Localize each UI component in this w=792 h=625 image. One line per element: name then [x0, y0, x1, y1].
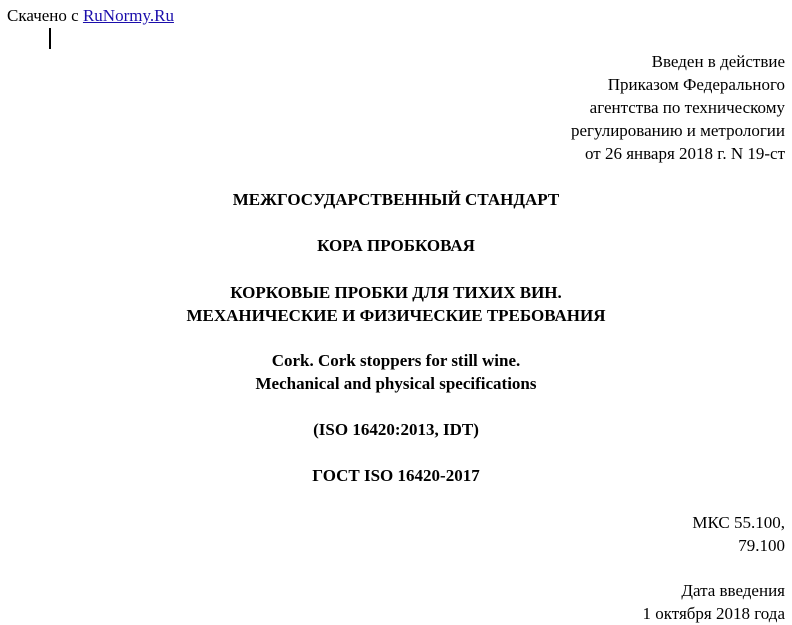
- standard-type-heading: МЕЖГОСУДАРСТВЕННЫЙ СТАНДАРТ: [232, 190, 560, 209]
- effective-date-block: [642, 579, 785, 625]
- intro-line: от 26 января 2018 г. N 19-ст: [584, 144, 785, 163]
- title-english: [0, 349, 792, 395]
- intro-line: Введен в действие: [651, 52, 785, 71]
- effective-line: 1 октября 2018 года: [642, 604, 785, 623]
- title-russian: [0, 281, 792, 327]
- intro-line: регулированию и метрологии: [570, 121, 785, 140]
- source-note: [7, 4, 174, 27]
- text-cursor: [49, 28, 51, 49]
- iso-reference: (ISO 16420:2013, IDT): [313, 420, 479, 439]
- runormy-link[interactable]: RuNormy.Ru: [82, 6, 174, 25]
- mks-line: МКС 55.100,: [692, 513, 785, 532]
- intro-line: агентства по техническому: [589, 98, 785, 117]
- title-en-line: Cork. Cork stoppers for still wine.: [271, 351, 521, 370]
- title-ru-line: КОРКОВЫЕ ПРОБКИ ДЛЯ ТИХИХ ВИН.: [230, 283, 562, 302]
- mks-classification: [692, 511, 785, 557]
- mks-line: 79.100: [738, 536, 785, 555]
- title-ru-line: МЕХАНИЧЕСКИЕ И ФИЗИЧЕСКИЕ ТРЕБОВАНИЯ: [186, 306, 606, 325]
- title-en-line: Mechanical and physical specifications: [255, 374, 537, 393]
- source-prefix: Скачено с: [7, 6, 83, 25]
- standard-subject-heading: КОРА ПРОБКОВАЯ: [317, 236, 475, 255]
- standard-designation: ГОСТ ISO 16420-2017: [312, 466, 480, 485]
- effective-line: Дата введения: [681, 581, 785, 600]
- intro-line: Приказом Федерального: [607, 75, 785, 94]
- introduction-order-block: [571, 50, 785, 165]
